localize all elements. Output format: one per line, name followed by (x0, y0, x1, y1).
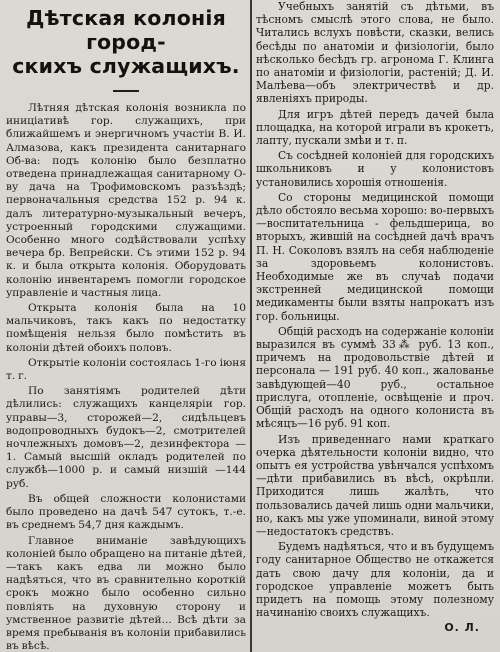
title-separator (113, 90, 139, 92)
paragraph: Открыта колонія была на 10 мальчиковъ, такъ какъ по недостатку помѣщенія нельзя было помѣстить въ колоніи дѣтей обоихъ половъ. (6, 302, 246, 354)
author-signature: О. Л. (444, 621, 480, 635)
title-line-2: скихъ служащихъ. (12, 54, 240, 78)
paragraph: Со стороны медицинской помощи дѣло обстояло весьма хорошо: во-первыхъ—воспитательница - фельдшерица, во вторыхъ, жившій на сосѣдней дачѣ врачъ П. Н. Соколовъ взялъ на себя наблюденіе за здоровьемъ колонистовъ. Необходимые же въ случаѣ подачи экстренней медицинской помощи медикаменты были взяты напрокатъ изъ гор. больницы. (256, 190, 494, 323)
paragraph: Будемъ надѣяться, что и въ будущемъ году санитарное Общество не откажется дать свою дачу для колоніи, да и городское управленіе можетъ быть придетъ на помощь этому полезному начинанію своихъ служащихъ. (256, 540, 494, 620)
paragraph: Учебныхъ занятій съ дѣтьми, въ тѣсномъ смыслѣ этого слова, не было. Читались вслухъ повѣсти, сказки, велись бесѣды по анатоміи и физіологіи, было нѣсколько бесѣдъ гр. агронома Г. Клинга по анатоміи и физіологіи, растеній; Д. И. Малѣева—объ электричествѣ и др. явленіяхъ природы. (256, 0, 494, 106)
column-divider (250, 0, 252, 652)
title-line-1: Дѣтская колонія город- (26, 6, 226, 54)
paragraph: Открытіе колоніи состоялась 1-го іюня т. г. (6, 356, 246, 383)
left-column (6, 0, 246, 652)
paragraph: Общій расходъ на содержаніе колоніи выразился въ суммѣ 33⁂ руб. 13 коп., причемъ на продовольствіе дѣтей и персонала — 191 руб. 40 коп., жалованье завѣдующей—40 руб., остальное прислуга, отопленіе, освѣщеніе и проч. Общій расходъ на одного колониста въ мѣсяцъ—16 руб. 91 коп. (256, 324, 494, 431)
right-column (256, 0, 494, 652)
paragraph: Главное вниманіе завѣдующихъ колоніей было обращено на питаніе дѣтей,—такъ какъ едва ли можно было надѣяться, что въ сравнительно короткій срокъ можно было особенно сильно повліять на духовную сторону и умственное развитіе дѣтей... Всѣ дѣти за время пребыванія въ колоніи прибавились въ вѣсѣ. (6, 534, 246, 652)
paragraph: Въ общей сложности колонистами было проведено на дачѣ 547 сутокъ, т.-е. въ среднемъ 54,7 дня каждымъ. (6, 492, 246, 532)
paragraph: По занятіямъ родителей дѣти дѣлились: служащихъ канцеляріи гор. управы—3, сторожей—2, сидѣльцевъ водопроводныхъ будокъ—2, смотрителей ночлежныхъ домовъ—2, дезинфектора —1. Самый высшій окладъ родителей по службѣ—1000 р. и самый низшій —144 руб. (6, 385, 246, 490)
paragraph: Съ сосѣдней колоніей для городскихъ школьниковъ и у колонистовъ установились хорошія отношенія. (256, 149, 494, 189)
paragraph: Для игръ дѣтей передъ дачей была площадка, на которой играли въ крокетъ, лапту, пускали змѣи и т. п. (256, 107, 494, 148)
paragraph: Изъ приведеннаго нами краткаго очерка дѣятельности колоніи видно, что опытъ ея устройства увѣнчался успѣхомъ—дѣти прибавились въ вѣсѣ, окрѣпли. Приходится лишь жалѣть, что пользовались дачей лишь одни мальчики, но, какъ мы уже упоминали, виной этому—недостатокъ средствъ. (256, 432, 494, 538)
article-title (6, 6, 246, 78)
paragraph: Лѣтняя дѣтская колонія возникла по иниціативѣ гор. служащихъ, при ближайшемъ и энергичномъ участіи В. И. Алмазова, какъ президента санитарнаго Об-ва: подъ колонію было безплатно отведена принадлежащая санитарному О-ву дача на Трофимовскомъ разъѣздѣ; первоначальныя средства 152 р. 94 к. далъ литературно-музыкальный вечеръ, устроенный городскими служащими. Особенно много содѣйствовали успѣху вечера бр. Вепрейски. Съ этими 152 р. 94 к. и была открыта колонія. Оборудовать колонію инвентаремъ помогли городское управленіе и частныя лица. (6, 102, 246, 299)
